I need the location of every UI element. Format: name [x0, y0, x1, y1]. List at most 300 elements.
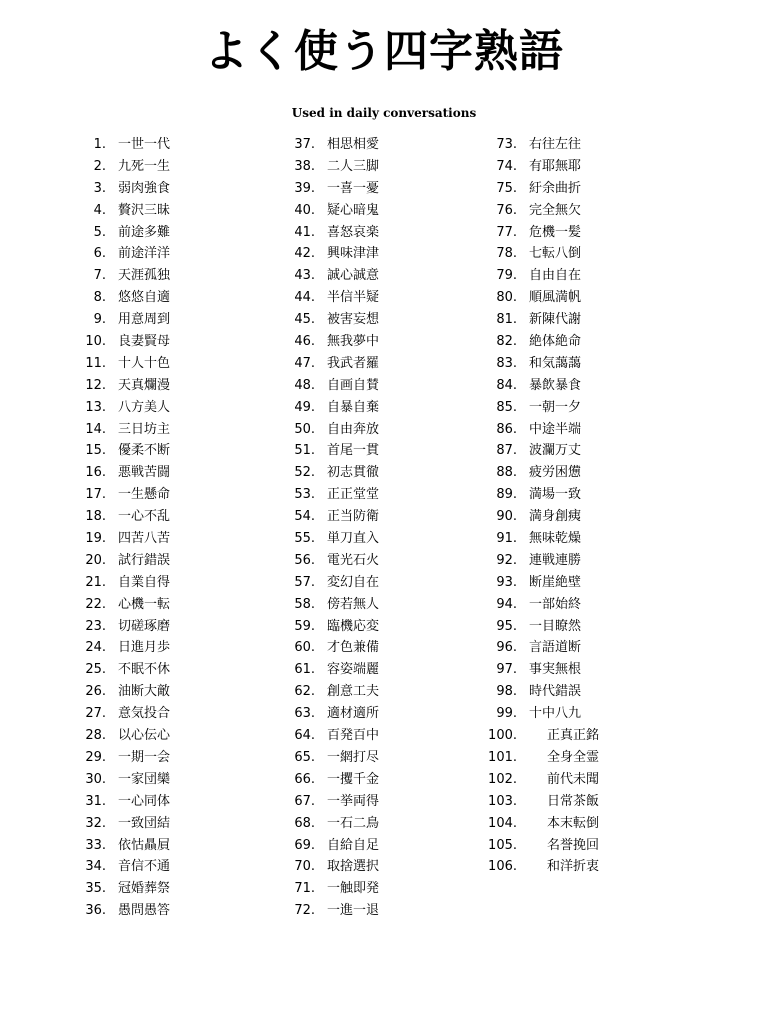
idiom-number: 78.	[496, 246, 517, 262]
idiom-list-item	[285, 747, 379, 769]
idiom-number: 54.	[294, 509, 315, 525]
idiom-number: 24.	[85, 640, 106, 656]
idiom-list-item	[285, 878, 379, 900]
idiom-word: 一攫千金	[327, 771, 380, 787]
idiom-word: 一喜一憂	[327, 180, 380, 196]
idiom-word: 二人三脚	[327, 158, 380, 174]
idiom-list-item	[80, 681, 170, 703]
idiom-word: 被害妄想	[327, 312, 380, 328]
idiom-list-item	[487, 178, 599, 200]
idiom-number: 77.	[496, 224, 517, 240]
idiom-list-item	[285, 287, 379, 309]
idiom-list-item	[487, 375, 599, 397]
idiom-number: 40.	[294, 202, 315, 218]
idiom-word: 十中八九	[529, 706, 582, 722]
idiom-word: 本末転倒	[547, 815, 600, 831]
idiom-word: 誠心誠意	[327, 268, 380, 284]
idiom-number: 100.	[488, 728, 517, 744]
idiom-number: 64.	[294, 728, 315, 744]
idiom-list-item	[285, 243, 379, 265]
idiom-column-1	[80, 134, 170, 922]
idiom-number: 66.	[294, 771, 315, 787]
idiom-word: 正当防衛	[327, 509, 380, 525]
idiom-number: 106.	[488, 859, 517, 875]
idiom-number: 105.	[488, 837, 517, 853]
idiom-word: 適材適所	[327, 706, 380, 722]
idiom-list-item	[80, 222, 170, 244]
idiom-list-item	[285, 331, 379, 353]
idiom-list-item	[80, 550, 170, 572]
idiom-word: 一家団欒	[118, 771, 171, 787]
idiom-list-item	[80, 659, 170, 681]
idiom-word: 興味津津	[327, 246, 380, 262]
idiom-word: 順風満帆	[529, 290, 582, 306]
idiom-word: 正正堂堂	[327, 487, 380, 503]
idiom-number: 104.	[488, 815, 517, 831]
idiom-number: 62.	[294, 684, 315, 700]
idiom-list-item	[80, 178, 170, 200]
idiom-number: 20.	[85, 552, 106, 568]
idiom-list-item	[285, 637, 379, 659]
idiom-word: 危機一髪	[529, 224, 582, 240]
idiom-list-item	[487, 637, 599, 659]
idiom-list-item	[80, 462, 170, 484]
idiom-list-item	[80, 835, 170, 857]
idiom-number: 91.	[496, 531, 517, 547]
idiom-number: 99.	[496, 706, 517, 722]
idiom-number: 81.	[496, 312, 517, 328]
idiom-number: 6.	[93, 246, 106, 262]
idiom-word: 一石二鳥	[327, 815, 380, 831]
idiom-number: 28.	[85, 728, 106, 744]
idiom-list-item	[80, 769, 170, 791]
idiom-number: 7.	[93, 268, 106, 284]
idiom-word: 依怙贔屓	[118, 837, 171, 853]
idiom-word: 以心伝心	[118, 728, 171, 744]
idiom-list-item	[487, 769, 599, 791]
idiom-list-item	[487, 835, 599, 857]
idiom-word: 無味乾燥	[529, 531, 582, 547]
idiom-word: 新陳代謝	[529, 312, 582, 328]
idiom-word: 和気藹藹	[529, 355, 582, 371]
idiom-list-item	[285, 156, 379, 178]
idiom-number: 45.	[294, 312, 315, 328]
idiom-number: 2.	[93, 158, 106, 174]
idiom-number: 43.	[294, 268, 315, 284]
idiom-word: 油断大敵	[118, 684, 171, 700]
idiom-list-item	[487, 222, 599, 244]
idiom-list-item	[285, 813, 379, 835]
idiom-list-item	[487, 703, 599, 725]
idiom-number: 38.	[294, 158, 315, 174]
idiom-list-item	[285, 178, 379, 200]
idiom-list-item	[80, 200, 170, 222]
idiom-number: 18.	[85, 509, 106, 525]
idiom-number: 102.	[488, 771, 517, 787]
idiom-number: 84.	[496, 377, 517, 393]
idiom-number: 76.	[496, 202, 517, 218]
idiom-list-item	[285, 550, 379, 572]
idiom-number: 36.	[85, 903, 106, 919]
idiom-word: 一朝一夕	[529, 399, 582, 415]
idiom-list-item	[285, 484, 379, 506]
idiom-word: 一致団結	[118, 815, 171, 831]
idiom-word: 一触即発	[327, 881, 380, 897]
idiom-number: 14.	[85, 421, 106, 437]
idiom-word: 一心同体	[118, 793, 171, 809]
idiom-number: 61.	[294, 662, 315, 678]
idiom-list-item	[80, 440, 170, 462]
idiom-list-item	[285, 791, 379, 813]
idiom-list-item	[285, 725, 379, 747]
idiom-list-item	[285, 703, 379, 725]
idiom-word: 初志貫徹	[327, 465, 380, 481]
idiom-word: 紆余曲折	[529, 180, 582, 196]
idiom-number: 73.	[496, 137, 517, 152]
idiom-number: 63.	[294, 706, 315, 722]
idiom-number: 8.	[93, 290, 106, 306]
idiom-list-item	[80, 243, 170, 265]
idiom-word: 冠婚葬祭	[118, 881, 171, 897]
idiom-list-item	[487, 134, 599, 156]
idiom-number: 35.	[85, 881, 106, 897]
idiom-word: 変幻自在	[327, 574, 380, 590]
idiom-number: 92.	[496, 552, 517, 568]
idiom-number: 72.	[294, 903, 315, 919]
idiom-list-item	[487, 856, 599, 878]
idiom-list-item	[487, 550, 599, 572]
idiom-list-item	[487, 791, 599, 813]
idiom-number: 58.	[294, 596, 315, 612]
idiom-list-item	[285, 900, 379, 922]
idiom-word: 自由自在	[529, 268, 582, 284]
idiom-list-item	[80, 594, 170, 616]
idiom-word: 単刀直入	[327, 531, 380, 547]
idiom-word: 自暴自棄	[327, 399, 380, 415]
idiom-word: 相思相愛	[327, 137, 380, 152]
idiom-word: 我武者羅	[327, 355, 380, 371]
idiom-number: 10.	[85, 334, 106, 350]
idiom-word: 八方美人	[118, 399, 171, 415]
idiom-number: 19.	[85, 531, 106, 547]
idiom-list-item	[285, 462, 379, 484]
idiom-number: 17.	[85, 487, 106, 503]
idiom-number: 44.	[294, 290, 315, 306]
idiom-list-item	[285, 769, 379, 791]
idiom-word: 三日坊主	[118, 421, 171, 437]
idiom-number: 16.	[85, 465, 106, 481]
idiom-number: 15.	[85, 443, 106, 459]
idiom-word: 悠悠自適	[118, 290, 171, 306]
idiom-word: 中途半端	[529, 421, 582, 437]
idiom-word: 一挙両得	[327, 793, 380, 809]
idiom-number: 67.	[294, 793, 315, 809]
idiom-list-item	[285, 681, 379, 703]
idiom-list-item	[80, 309, 170, 331]
idiom-list-item	[80, 331, 170, 353]
idiom-word: 一網打尽	[327, 749, 380, 765]
idiom-number: 59.	[294, 618, 315, 634]
idiom-word: 容姿端麗	[327, 662, 380, 678]
idiom-list-item	[80, 528, 170, 550]
idiom-number: 33.	[85, 837, 106, 853]
idiom-number: 3.	[93, 180, 106, 196]
idiom-number: 21.	[85, 574, 106, 590]
idiom-word: 名誉挽回	[547, 837, 600, 853]
page-title: よく使う四字熟語	[204, 26, 564, 77]
idiom-word: 満場一致	[529, 487, 582, 503]
idiom-number: 90.	[496, 509, 517, 525]
idiom-word: 十人十色	[118, 355, 171, 371]
idiom-word: 天真爛漫	[118, 377, 171, 393]
idiom-list-item	[285, 397, 379, 419]
idiom-word: 一目瞭然	[529, 618, 582, 634]
idiom-list-item	[285, 134, 379, 156]
idiom-number: 23.	[85, 618, 106, 634]
idiom-number: 87.	[496, 443, 517, 459]
idiom-list-item	[285, 419, 379, 441]
idiom-word: 臨機応変	[327, 618, 380, 634]
idiom-list-item	[80, 616, 170, 638]
idiom-word: 七転八倒	[529, 246, 582, 262]
idiom-number: 53.	[294, 487, 315, 503]
idiom-list-item	[487, 725, 599, 747]
idiom-number: 48.	[294, 377, 315, 393]
idiom-word: 疲労困憊	[529, 465, 582, 481]
idiom-word: 意気投合	[118, 706, 171, 722]
idiom-list-item	[487, 462, 599, 484]
idiom-word: 前途洋洋	[118, 246, 171, 262]
idiom-word: 前途多難	[118, 224, 171, 240]
idiom-number: 75.	[496, 180, 517, 196]
idiom-number: 69.	[294, 837, 315, 853]
idiom-list-item	[80, 397, 170, 419]
idiom-word: 一進一退	[327, 903, 380, 919]
idiom-word: 満身創痍	[529, 509, 582, 525]
idiom-list-item	[80, 813, 170, 835]
idiom-list-item	[285, 440, 379, 462]
idiom-number: 68.	[294, 815, 315, 831]
idiom-word: 正真正銘	[547, 728, 600, 744]
idiom-list-item	[487, 353, 599, 375]
idiom-word: 右往左往	[529, 137, 582, 152]
idiom-number: 57.	[294, 574, 315, 590]
idiom-word: 一期一会	[118, 749, 171, 765]
idiom-column-3	[487, 134, 599, 878]
idiom-list-item	[285, 616, 379, 638]
idiom-list-item	[285, 200, 379, 222]
idiom-number: 1.	[93, 137, 106, 152]
idiom-number: 74.	[496, 158, 517, 174]
idiom-number: 89.	[496, 487, 517, 503]
idiom-number: 42.	[294, 246, 315, 262]
idiom-number: 86.	[496, 421, 517, 437]
idiom-word: 首尾一貫	[327, 443, 380, 459]
idiom-list-item	[80, 900, 170, 922]
idiom-list-item	[487, 331, 599, 353]
idiom-word: 疑心暗鬼	[327, 202, 380, 218]
idiom-list-item	[80, 484, 170, 506]
idiom-list-item	[487, 243, 599, 265]
idiom-list-item	[285, 309, 379, 331]
idiom-word: 波瀾万丈	[529, 443, 582, 459]
idiom-number: 55.	[294, 531, 315, 547]
idiom-list-item	[80, 747, 170, 769]
idiom-word: 愚問愚答	[118, 903, 171, 919]
idiom-word: 良妻賢母	[118, 334, 171, 350]
idiom-word: 用意周到	[118, 312, 171, 328]
idiom-list-item	[487, 265, 599, 287]
idiom-word: 九死一生	[118, 158, 171, 174]
idiom-number: 39.	[294, 180, 315, 196]
idiom-number: 88.	[496, 465, 517, 481]
idiom-number: 13.	[85, 399, 106, 415]
idiom-word: 時代錯誤	[529, 684, 582, 700]
idiom-word: 自業自得	[118, 574, 171, 590]
idiom-number: 95.	[496, 618, 517, 634]
idiom-list-item	[80, 637, 170, 659]
idiom-list-item	[487, 484, 599, 506]
idiom-list-item	[80, 156, 170, 178]
idiom-number: 25.	[85, 662, 106, 678]
idiom-word: 自画自賛	[327, 377, 380, 393]
idiom-word: 贅沢三昧	[118, 202, 171, 218]
idiom-number: 29.	[85, 749, 106, 765]
idiom-number: 79.	[496, 268, 517, 284]
idiom-number: 101.	[488, 749, 517, 765]
idiom-number: 50.	[294, 421, 315, 437]
idiom-column-2	[285, 134, 379, 922]
idiom-word: 不眠不休	[118, 662, 171, 678]
idiom-number: 70.	[294, 859, 315, 875]
idiom-word: 前代未聞	[547, 771, 600, 787]
idiom-word: 全身全霊	[547, 749, 600, 765]
idiom-number: 60.	[294, 640, 315, 656]
idiom-word: 天涯孤独	[118, 268, 171, 284]
idiom-word: 一心不乱	[118, 509, 171, 525]
idiom-list-item	[80, 134, 170, 156]
idiom-number: 47.	[294, 355, 315, 371]
idiom-number: 65.	[294, 749, 315, 765]
idiom-number: 49.	[294, 399, 315, 415]
idiom-word: 連戦連勝	[529, 552, 582, 568]
idiom-number: 22.	[85, 596, 106, 612]
idiom-number: 52.	[294, 465, 315, 481]
idiom-list-item	[80, 878, 170, 900]
idiom-word: 一生懸命	[118, 487, 171, 503]
idiom-word: 創意工夫	[327, 684, 380, 700]
idiom-word: 切磋琢磨	[118, 618, 171, 634]
idiom-word: 半信半疑	[327, 290, 380, 306]
idiom-list-item	[285, 222, 379, 244]
idiom-number: 32.	[85, 815, 106, 831]
idiom-list-item	[487, 419, 599, 441]
idiom-list-item	[285, 659, 379, 681]
idiom-word: 有耶無耶	[529, 158, 582, 174]
idiom-list-item	[487, 440, 599, 462]
idiom-number: 98.	[496, 684, 517, 700]
idiom-list-item	[285, 528, 379, 550]
idiom-number: 46.	[294, 334, 315, 350]
idiom-list-item	[80, 506, 170, 528]
idiom-word: 百発百中	[327, 728, 380, 744]
idiom-number: 96.	[496, 640, 517, 656]
idiom-list-item	[487, 616, 599, 638]
idiom-number: 97.	[496, 662, 517, 678]
idiom-number: 27.	[85, 706, 106, 722]
idiom-number: 71.	[294, 881, 315, 897]
idiom-word: 音信不通	[118, 859, 171, 875]
idiom-number: 9.	[93, 312, 106, 328]
idiom-number: 37.	[294, 137, 315, 152]
idiom-word: 自由奔放	[327, 421, 380, 437]
idiom-list-item	[487, 747, 599, 769]
idiom-list-item	[80, 353, 170, 375]
idiom-word: 才色兼備	[327, 640, 380, 656]
idiom-list-item	[80, 856, 170, 878]
idiom-list-item	[80, 375, 170, 397]
idiom-list-item	[80, 791, 170, 813]
idiom-number: 82.	[496, 334, 517, 350]
idiom-word: 完全無欠	[529, 202, 582, 218]
idiom-word: 喜怒哀楽	[327, 224, 380, 240]
idiom-word: 自給自足	[327, 837, 380, 853]
idiom-number: 93.	[496, 574, 517, 590]
idiom-number: 12.	[85, 377, 106, 393]
idiom-word: 心機一転	[118, 596, 171, 612]
idiom-number: 51.	[294, 443, 315, 459]
idiom-number: 30.	[85, 771, 106, 787]
idiom-list-item	[487, 681, 599, 703]
idiom-word: 電光石火	[327, 552, 380, 568]
idiom-word: 絶体絶命	[529, 334, 582, 350]
idiom-number: 56.	[294, 552, 315, 568]
idiom-word: 試行錯誤	[118, 552, 171, 568]
idiom-list-item	[487, 309, 599, 331]
idiom-list-item	[80, 265, 170, 287]
idiom-list-item	[487, 813, 599, 835]
idiom-list-item	[487, 506, 599, 528]
idiom-list-item	[487, 659, 599, 681]
idiom-list-item	[285, 353, 379, 375]
idiom-word: 断崖絶壁	[529, 574, 582, 590]
idiom-word: 言語道断	[529, 640, 582, 656]
idiom-word: 暴飲暴食	[529, 377, 582, 393]
idiom-number: 85.	[496, 399, 517, 415]
page-subtitle: Used in daily conversations	[291, 106, 477, 120]
idiom-number: 5.	[93, 224, 106, 240]
idiom-word: 傍若無人	[327, 596, 380, 612]
idiom-number: 83.	[496, 355, 517, 371]
idiom-word: 優柔不断	[118, 443, 171, 459]
idiom-word: 四苦八苦	[118, 531, 171, 547]
idiom-number: 31.	[85, 793, 106, 809]
idiom-word: 事実無根	[529, 662, 582, 678]
idiom-number: 103.	[488, 793, 517, 809]
idiom-list-item	[285, 856, 379, 878]
idiom-list-item	[487, 156, 599, 178]
idiom-number: 41.	[294, 224, 315, 240]
idiom-number: 34.	[85, 859, 106, 875]
idiom-word: 弱肉強食	[118, 180, 171, 196]
idiom-number: 26.	[85, 684, 106, 700]
idiom-number: 11.	[85, 355, 106, 371]
idiom-list-item	[487, 397, 599, 419]
idiom-list-item	[80, 419, 170, 441]
idiom-list-item	[285, 265, 379, 287]
idiom-list-item	[285, 594, 379, 616]
idiom-list-item	[80, 703, 170, 725]
